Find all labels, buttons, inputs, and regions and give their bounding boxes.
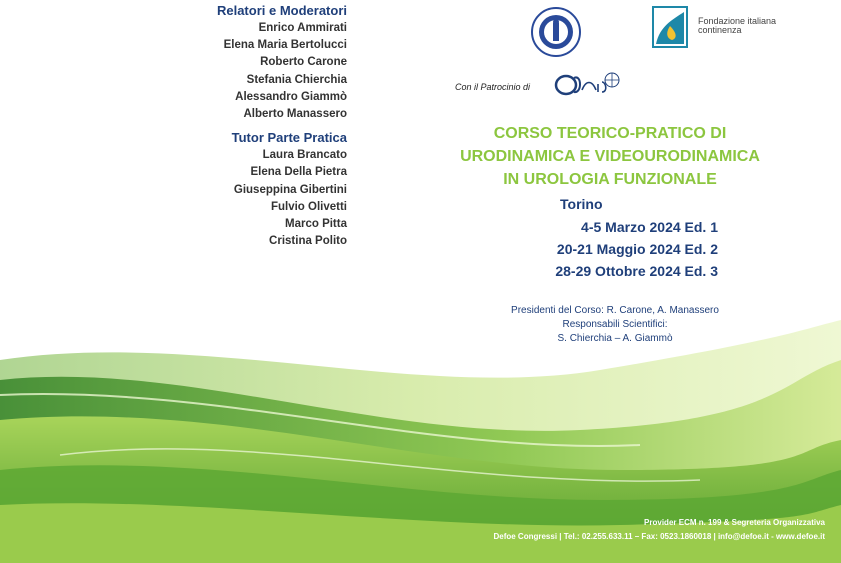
contact-line: Defoe Congressi | Tel.: 02.255.633.11 – Fax: 0523.1860018 | info@defoe.it - www.defoe.it [493,532,825,541]
fic-line1: Fondazione italiana [698,16,777,26]
title-line: IN UROLOGIA FUNZIONALE [503,171,717,188]
tutor-name: Cristina Polito [269,235,347,248]
speaker-name: Elena Maria Bertolucci [223,39,347,52]
date-line: 4-5 Marzo 2024 Ed. 1 [581,219,718,235]
title-line: URODINAMICA E VIDEOURODINAMICA [460,148,760,165]
date-line: 20-21 Maggio 2024 Ed. 2 [556,241,718,257]
speakers-heading: Relatori e Moderatori [216,3,347,18]
course-dates [520,216,718,282]
course-title [420,122,800,191]
tutor-name: Elena Della Pietra [250,166,347,179]
title-line: CORSO TEORICO-PRATICO DI [493,125,727,142]
responsabili-label: Responsabili Scientifici: [562,319,668,330]
date-line: 28-29 Ottobre 2024 Ed. 3 [555,263,718,279]
tutor-name: Laura Brancato [262,149,347,162]
speaker-name: Alberto Manassero [243,108,347,121]
siud-logo [552,70,622,98]
speakers-block [217,2,347,250]
tutor-name: Giuseppina Gibertini [233,183,347,196]
fic-line2: continenza [698,25,742,35]
presidents-line: Presidenti del Corso: R. Carone, A. Manassero [511,305,719,316]
tutors-heading: Tutor Parte Pratica [231,130,347,146]
tutor-name: Marco Pitta [285,218,347,231]
course-city: Torino [560,196,603,212]
fic-text [698,17,776,35]
footer-provider [493,516,825,544]
speaker-name: Alessandro Giammò [235,90,347,103]
speaker-name: Roberto Carone [260,56,347,69]
fic-logo [652,6,688,48]
presidents-block [460,304,770,346]
society-seal-logo [530,6,582,58]
patronage-label: Con il Patrocinio di [455,82,531,92]
tutor-name: Fulvio Olivetti [270,200,347,213]
responsabili-names: S. Chierchia – A. Giammò [557,333,673,344]
speaker-name: Enrico Ammirati [258,22,347,34]
speaker-name: Stefania Chierchia [246,73,347,86]
provider-line: Provider ECM n. 199 & Segreteria Organizzativa [644,518,825,527]
